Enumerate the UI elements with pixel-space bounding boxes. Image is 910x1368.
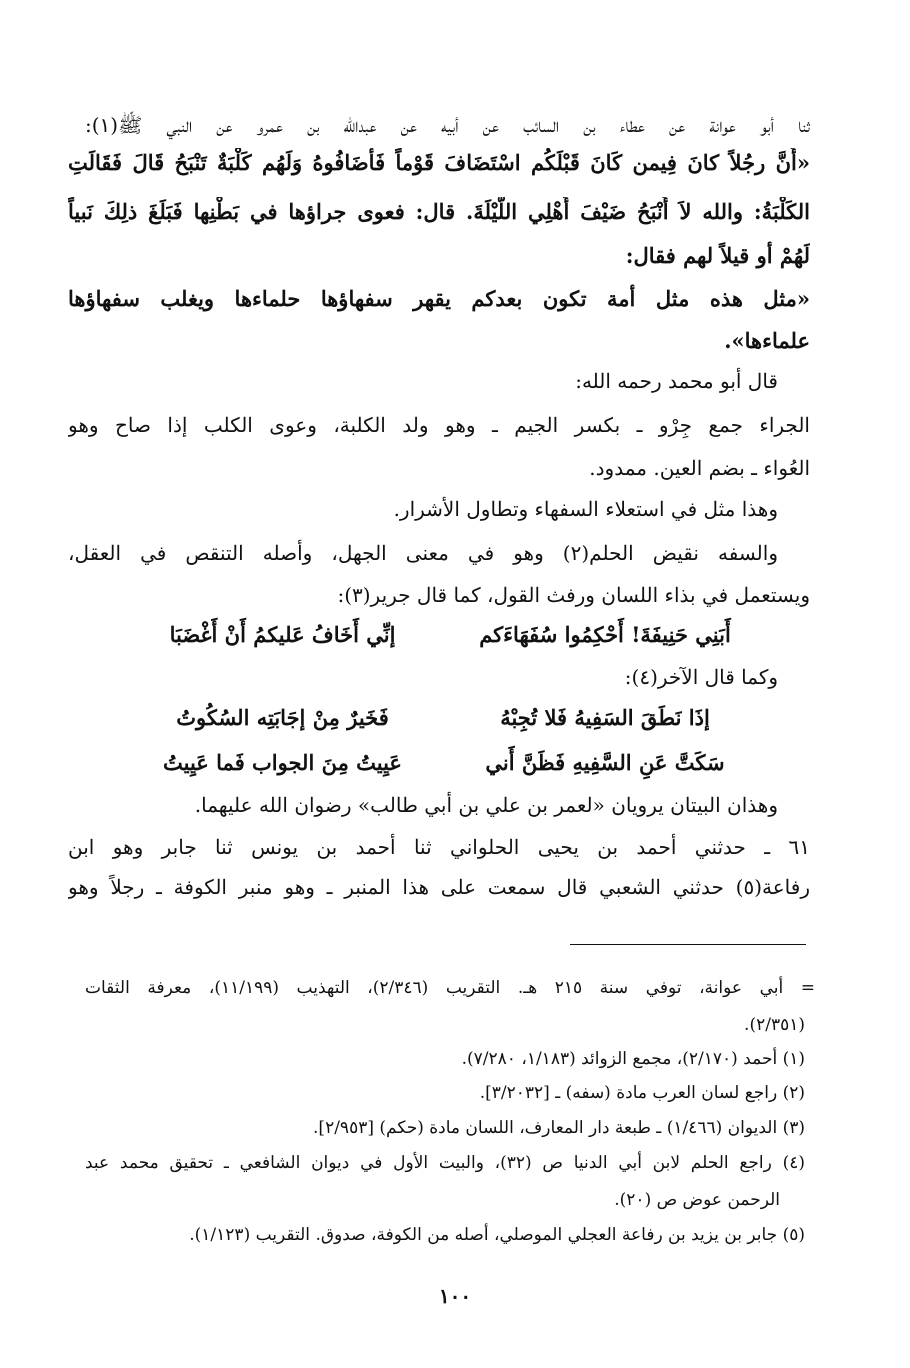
text-line-safah: والسفه نقيض الحلم(٢) وهو في معنى الجهل، وأصله التنقص في العقل،: [68, 541, 778, 565]
text-line-mathal: وهذا مثل في استعلاء السفهاء وتطاول الأشرار.: [393, 497, 778, 521]
text-line-uwa: العُواء ـ بضم العين. ممدود.: [589, 456, 810, 480]
page-number: ١٠٠: [438, 1284, 472, 1308]
footnote-continuation-end: (٢/٣٥١).: [744, 1015, 805, 1035]
footnote-5: (٥) جابر بن يزيد بن رفاعة العجلي الموصلي، أصله من الكوفة، صدوق. التقريب (١/١٢٣).: [189, 1225, 805, 1245]
text-line-1: ثنا أبو عوانة عن عطاء بن السائب عن أبيه عن عبدالله بن عمرو عن النبي ﷺ(١):: [85, 113, 810, 137]
footnote-1: (١) أحمد (٢/١٧٠)، مجمع الزوائد (١/١٨٣، ٧/٢٨٠).: [461, 1049, 805, 1069]
footnote-continuation: = أبي عوانة، توفي سنة ٢١٥ هـ. التقريب (٢/٣٤٦)، التهذيب (١١/١٩٩)، معرفة الثقات: [85, 978, 815, 998]
text-line-kama: وكما قال الآخر(٤):: [624, 665, 778, 689]
hadith-line-4: «مثل هذه مثل أمة تكون بعدكم يقهر سفهاؤها حلماءها ويغلب سفهاؤها: [68, 286, 810, 311]
verse2-line2-right: سَكَتَّ عَنِ السَّفِيهِ فَظَنَّ أَني: [485, 750, 725, 775]
hadith-61-line-2: رفاعة(٥) حدثني الشعبي قال سمعت على هذا المنبر ـ وهو منبر الكوفة ـ رجلاً وهو: [68, 875, 810, 899]
footnote-3: (٣) الديوان (١/٤٦٦) ـ طبعة دار المعارف، اللسان مادة (حكم) [٢/٩٥٣].: [313, 1118, 805, 1138]
footnote-4-continued: الرحمن عوض ص (٢٠).: [614, 1190, 780, 1210]
footnote-2: (٢) راجع لسان العرب مادة (سفه) ـ [٣/٢٠٣٢].: [479, 1083, 805, 1103]
footnote-separator: [570, 944, 806, 945]
text-line-hadhan: وهذان البيتان يرويان «لعمر بن علي بن أبي طالب» رضوان الله عليهما.: [194, 793, 778, 817]
text-line-jira: الجراء جمع جِرْو ـ بكسر الجيم ـ وهو ولد الكلبة، وعوى الكلب إذا صاح وهو: [68, 413, 810, 437]
hadith-line-2: الكَلْبَةُ: والله لاَ أَنْبَحُ ضَيْفَ أَهْلِي اللَّيْلَةَ. قال: فعوى جراؤها في بَطْنِها فَبَلَغَ ذلِكَ نَبياً: [68, 199, 810, 224]
footnote-4: (٤) راجع الحلم لابن أبي الدنيا ص (٣٢)، والبيت الأول في ديوان الشافعي ـ تحقيق محمد عبد: [85, 1153, 805, 1173]
hadith-line-3: لَهُمْ أو قيلاً لهم فقال:: [625, 243, 810, 268]
hadith-line-1: «أَنَّ رجُلاً كانَ فِيمن كَانَ قَبْلَكُم اسْتَضَافَ قَوْماً فَأَضَافُوهُ وَلَهُم كَلْبَةٌ تَنْبَحُ قَالَ فَقَالَتِ: [68, 150, 810, 175]
hadith-line-5: علماءها».: [724, 328, 810, 353]
hadith-61-line-1: ٦١ ـ حدثني أحمد بن يحيى الحلواني ثنا أحمد بن يونس ثنا جابر وهو ابن: [68, 835, 810, 859]
verse2-line1-left: فَخَيرٌ مِنْ إجَابَتِه السُكُوتُ: [176, 705, 389, 730]
verse1-hemistich-left: إنِّي أَخَافُ عَليكمُ أَنْ أَغْضَبَا: [169, 622, 396, 647]
verse2-line2-left: عَيِيتُ مِنَ الجواب فَما عَيِيتُ: [163, 750, 402, 775]
text-line-yustamal: ويستعمل في بذاء اللسان ورفث القول، كما قال جرير(٣):: [337, 583, 810, 607]
verse1-hemistich-right: أَبَنِي حَنِيفَةَ! أَحْكِمُوا سُفَهَاءَكم: [479, 622, 731, 647]
verse2-line1-right: إذَا نَطَقَ السَفِيهُ فَلا تُجِبْهُ: [500, 705, 710, 730]
author-line: قال أبو محمد رحمه الله:: [575, 369, 778, 393]
